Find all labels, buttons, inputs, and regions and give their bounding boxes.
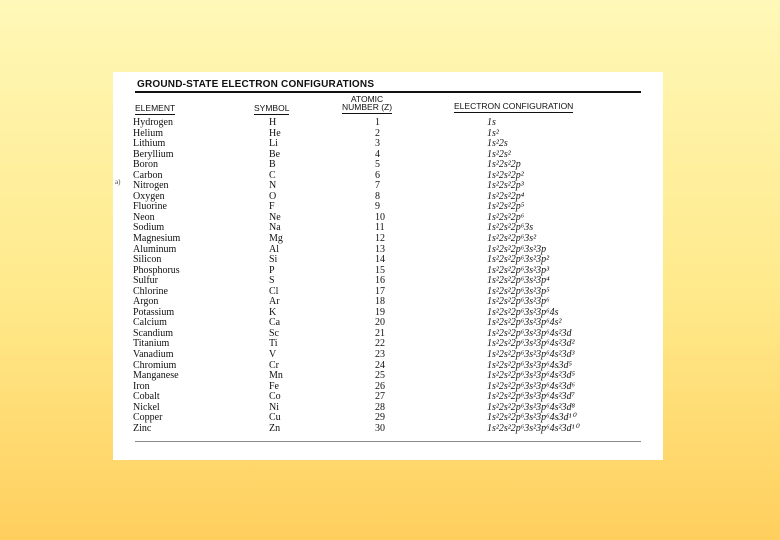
electron-configuration: 1s²2s²2p³ xyxy=(487,180,524,192)
atomic-number: 12 xyxy=(375,233,385,245)
element-symbol: Si xyxy=(269,254,278,266)
electron-configuration: 1s²2s²2p xyxy=(487,159,521,171)
table-row xyxy=(113,150,663,161)
electron-configuration: 1s²2s²2p⁶3s²3p³ xyxy=(487,264,550,276)
atomic-number: 17 xyxy=(375,285,385,297)
electron-configuration: 1s xyxy=(487,117,496,128)
element-name: Hydrogen xyxy=(133,117,173,128)
electron-configuration: 1s²2s²2p⁶3s²3p⁵ xyxy=(487,285,550,297)
element-name: Helium xyxy=(133,127,163,139)
electron-configuration: 1s²2s xyxy=(487,138,508,150)
element-symbol: Ar xyxy=(269,296,280,308)
element-name: Chlorine xyxy=(133,285,168,297)
header-configuration xyxy=(454,102,573,110)
atomic-number: 28 xyxy=(375,401,385,413)
table-row xyxy=(113,139,663,150)
element-symbol: Li xyxy=(269,138,278,150)
electron-configuration: 1s²2s²2p⁴ xyxy=(487,190,525,202)
table-row xyxy=(113,350,663,361)
element-symbol: O xyxy=(269,190,277,202)
element-name: Nitrogen xyxy=(133,180,169,192)
electron-configuration: 1s²2s²2p⁶3s²3p⁶4s²3d³ xyxy=(487,349,575,361)
table-row xyxy=(113,318,663,329)
table-row xyxy=(113,361,663,372)
element-name: Sodium xyxy=(133,222,165,234)
element-name: Calcium xyxy=(133,317,167,329)
table-row xyxy=(113,255,663,266)
element-name: Neon xyxy=(133,211,155,223)
table-row xyxy=(113,392,663,403)
electron-configuration: 1s²2s²2p⁶3s xyxy=(487,222,534,234)
element-name: Argon xyxy=(133,296,159,308)
element-name: Potassium xyxy=(133,306,175,318)
element-name: Lithium xyxy=(133,138,166,150)
element-name: Oxygen xyxy=(133,190,165,202)
atomic-number: 21 xyxy=(375,327,385,339)
atomic-number: 26 xyxy=(375,380,385,392)
element-name: Titanium xyxy=(133,338,170,350)
header-element-label: ELEMENT xyxy=(135,103,176,113)
table-row xyxy=(113,160,663,171)
table-row xyxy=(113,339,663,350)
table-row xyxy=(113,287,663,298)
atomic-number: 5 xyxy=(375,159,380,171)
element-symbol: Zn xyxy=(269,422,281,434)
electron-configuration: 1s²2s²2p⁶3s²3p⁴ xyxy=(487,275,550,287)
electron-configuration: 1s²2s²2p⁶3s²3p⁶4s² xyxy=(487,317,562,329)
atomic-number: 11 xyxy=(375,222,385,234)
header-element xyxy=(135,104,175,112)
table-row xyxy=(113,424,663,435)
electron-configuration: 1s²2s²2p⁶3s²3p⁶4s3d¹⁰ xyxy=(487,412,576,424)
element-name: Chromium xyxy=(133,359,177,371)
atomic-number: 22 xyxy=(375,338,385,350)
table-row xyxy=(113,329,663,340)
atomic-number: 25 xyxy=(375,370,385,382)
element-symbol: Be xyxy=(269,148,281,160)
electron-configuration: 1s²2s²2p² xyxy=(487,169,524,181)
element-name: Fluorine xyxy=(133,201,167,213)
atomic-number: 18 xyxy=(375,296,385,308)
element-name: Beryllium xyxy=(133,148,174,160)
atomic-number: 6 xyxy=(375,169,380,181)
element-symbol: Ne xyxy=(269,211,281,223)
element-symbol: Ca xyxy=(269,317,281,329)
element-name: Magnesium xyxy=(133,233,181,245)
element-name: Manganese xyxy=(133,370,179,382)
table-row xyxy=(113,202,663,213)
electron-configuration: 1s²2s²2p⁶3s²3p⁶4s²3d xyxy=(487,327,572,339)
margin-mark: a) xyxy=(115,178,121,186)
atomic-number: 7 xyxy=(375,180,380,192)
element-name: Phosphorus xyxy=(133,264,180,276)
atomic-number: 23 xyxy=(375,349,385,361)
element-symbol: Al xyxy=(269,243,279,255)
atomic-number: 4 xyxy=(375,148,380,160)
element-name: Scandium xyxy=(133,327,173,339)
electron-configuration: 1s²2s² xyxy=(487,148,511,160)
element-name: Nickel xyxy=(133,401,160,413)
element-symbol: Ni xyxy=(269,401,279,413)
electron-configuration: 1s²2s²2p⁶3s²3p xyxy=(487,243,547,255)
table-row xyxy=(113,118,663,129)
element-name: Vanadium xyxy=(133,349,174,361)
table-row xyxy=(113,371,663,382)
element-name: Carbon xyxy=(133,169,163,181)
atomic-number: 15 xyxy=(375,264,385,276)
atomic-number: 19 xyxy=(375,306,385,318)
element-symbol: V xyxy=(269,349,277,361)
element-symbol: N xyxy=(269,180,277,192)
scanned-table-document xyxy=(113,72,663,460)
element-symbol: Cl xyxy=(269,285,279,297)
electron-configuration: 1s² xyxy=(487,127,499,139)
element-symbol: Sc xyxy=(269,327,279,339)
electron-configuration: 1s²2s²2p⁶3s²3p⁶4s²3d⁷ xyxy=(487,391,575,403)
electron-configuration: 1s²2s²2p⁶3s²3p⁶4s²3d⁸ xyxy=(487,401,575,413)
table-row xyxy=(113,245,663,256)
table-row xyxy=(113,234,663,245)
table-row xyxy=(113,276,663,287)
table-row xyxy=(113,382,663,393)
element-symbol: Cr xyxy=(269,359,279,371)
element-symbol: C xyxy=(269,169,276,181)
element-symbol: Ti xyxy=(269,338,278,350)
table-row xyxy=(113,308,663,319)
atomic-number: 27 xyxy=(375,391,385,403)
table-body xyxy=(113,118,663,434)
header-atomic-number xyxy=(342,95,392,111)
table-row xyxy=(113,266,663,277)
element-symbol: K xyxy=(269,306,277,318)
element-name: Iron xyxy=(133,380,150,392)
element-symbol: Co xyxy=(269,391,281,403)
header-symbol xyxy=(254,104,289,112)
electron-configuration: 1s²2s²2p⁶3s²3p² xyxy=(487,254,550,266)
table-row xyxy=(113,171,663,182)
atomic-number: 9 xyxy=(375,201,380,213)
element-name: Boron xyxy=(133,159,158,171)
atomic-number: 30 xyxy=(375,422,385,434)
atomic-number: 16 xyxy=(375,275,385,287)
atomic-number: 8 xyxy=(375,190,380,202)
header-atomic-line1: ATOMIC xyxy=(350,94,384,104)
electron-configuration: 1s²2s²2p⁶3s² xyxy=(487,233,537,245)
table-row xyxy=(113,297,663,308)
atomic-number: 20 xyxy=(375,317,385,329)
atomic-number: 3 xyxy=(375,138,380,150)
element-name: Zinc xyxy=(133,422,152,434)
electron-configuration: 1s²2s²2p⁶3s²3p⁶4s xyxy=(487,306,559,318)
table-row xyxy=(113,192,663,203)
table-row xyxy=(113,129,663,140)
bottom-rule xyxy=(135,441,641,442)
table-title: GROUND-STATE ELECTRON CONFIGURATIONS xyxy=(137,79,375,90)
atomic-number: 29 xyxy=(375,412,385,424)
element-name: Sulfur xyxy=(133,275,158,287)
element-symbol: Na xyxy=(269,222,281,234)
title-rule xyxy=(135,91,641,93)
table-row xyxy=(113,213,663,224)
element-symbol: F xyxy=(269,201,275,213)
atomic-number: 2 xyxy=(375,127,380,139)
element-symbol: H xyxy=(269,117,277,128)
element-symbol: He xyxy=(269,127,281,139)
electron-configuration: 1s²2s²2p⁶3s²3p⁶4s3d⁵ xyxy=(487,359,572,371)
table-row xyxy=(113,181,663,192)
element-symbol: Mg xyxy=(269,233,283,245)
atomic-number: 1 xyxy=(375,117,380,128)
table-row xyxy=(113,403,663,414)
element-name: Silicon xyxy=(133,254,162,266)
header-atomic-line2: NUMBER (Z) xyxy=(342,102,393,112)
table-row xyxy=(113,413,663,424)
element-symbol: Mn xyxy=(269,370,283,382)
header-symbol-label: SYMBOL xyxy=(254,103,290,113)
electron-configuration: 1s²2s²2p⁶3s²3p⁶4s²3d⁵ xyxy=(487,370,575,382)
electron-configuration: 1s²2s²2p⁶3s²3p⁶4s²3d⁶ xyxy=(487,380,575,392)
electron-configuration: 1s²2s²2p⁶3s²3p⁶4s²3d² xyxy=(487,338,575,350)
element-symbol: B xyxy=(269,159,276,171)
element-symbol: S xyxy=(269,275,275,287)
atomic-number: 14 xyxy=(375,254,385,266)
element-symbol: P xyxy=(269,264,275,276)
atomic-number: 13 xyxy=(375,243,385,255)
electron-configuration: 1s²2s²2p⁶3s²3p⁶ xyxy=(487,296,550,308)
electron-configuration: 1s²2s²2p⁶3s²3p⁶4s²3d¹⁰ xyxy=(487,422,579,434)
header-configuration-label: ELECTRON CONFIGURATION xyxy=(454,101,574,111)
table-row xyxy=(113,223,663,234)
electron-configuration: 1s²2s²2p⁶ xyxy=(487,211,525,223)
element-symbol: Fe xyxy=(269,380,279,392)
atomic-number: 24 xyxy=(375,359,385,371)
element-symbol: Cu xyxy=(269,412,281,424)
atomic-number: 10 xyxy=(375,211,385,223)
element-name: Aluminum xyxy=(133,243,177,255)
electron-configuration: 1s²2s²2p⁵ xyxy=(487,201,525,213)
element-name: Copper xyxy=(133,412,163,424)
element-name: Cobalt xyxy=(133,391,160,403)
